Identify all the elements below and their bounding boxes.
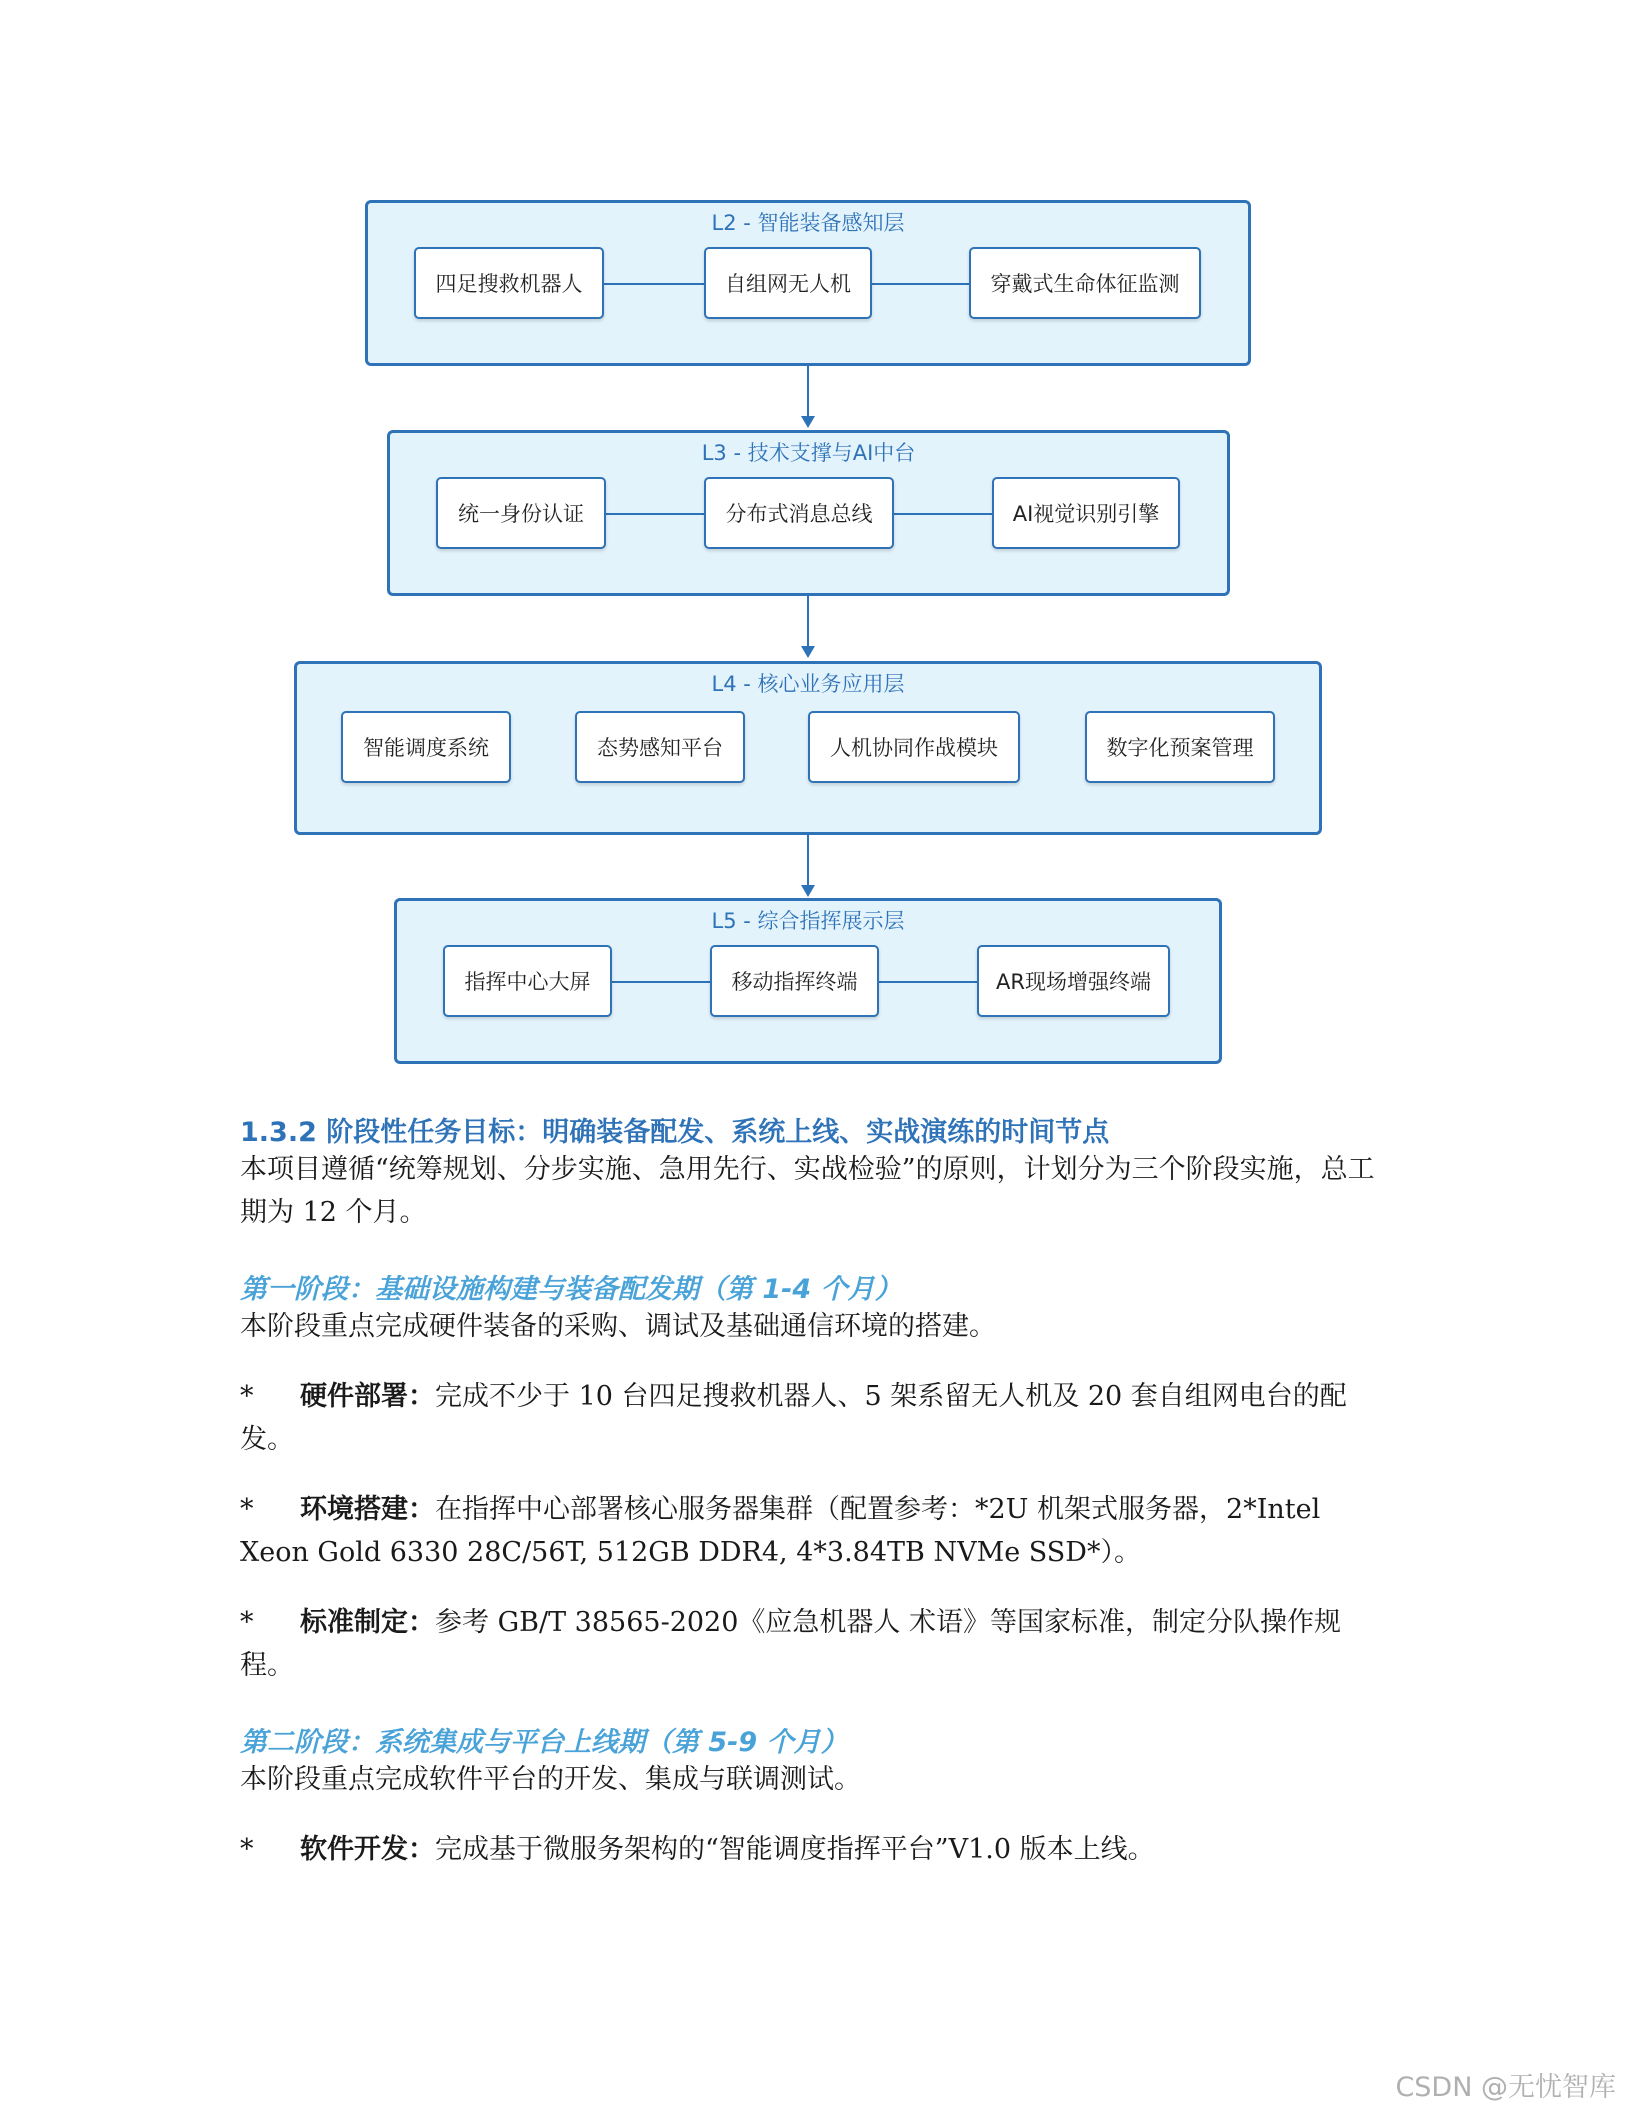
node: 态势感知平台 (575, 711, 745, 783)
node: 数字化预案管理 (1085, 711, 1275, 783)
intro-paragraph: 本项目遵循“统筹规划、分步实施、急用先行、实战检验”的原则，计划分为三个阶段实施，总工期为 12 个月。 (240, 1154, 1375, 1228)
node: AI视觉识别引擎 (992, 477, 1180, 549)
bullet-label: 硬件部署： (300, 1381, 435, 1412)
bullet-label: 环境搭建： (300, 1494, 435, 1525)
bullet-star: * (240, 1607, 254, 1638)
bullet-star: * (240, 1494, 254, 1525)
bullet-text: 完成基于微服务架构的“智能调度指挥平台”V1.0 版本上线。 (435, 1834, 1155, 1865)
section-heading: 1.3.2 阶段性任务目标：明确装备配发、系统上线、实战演练的时间节点 (240, 1117, 1110, 1148)
arrow-head (801, 416, 815, 428)
layer-title: L5 - 综合指挥展示层 (711, 909, 905, 933)
bullet-label: 软件开发： (300, 1834, 435, 1865)
arrow-head (801, 885, 815, 897)
layer-title: L3 - 技术支撑与AI中台 (701, 441, 916, 465)
bullet-text: 在指挥中心部署核心服务器集群（配置参考：*2U 机架式服务器，2*Intel Xeon Gold 6330 28C/56T, 512GB DDR4, 4*3.84TB NVMe SSD*）。 (240, 1494, 1321, 1568)
watermark: CSDN @无忧智库 (1395, 2072, 1616, 2103)
connector (870, 283, 971, 285)
bullet-item (240, 1828, 1390, 1871)
bullet-star: * (240, 1381, 254, 1412)
node: 穿戴式生命体征监测 (969, 247, 1201, 319)
arrow-line (807, 366, 809, 418)
arrow-line (807, 835, 809, 887)
phase2-title: 第二阶段：系统集成与平台上线期（第 5-9 个月） (240, 1727, 848, 1758)
bullet-label: 标准制定： (300, 1607, 435, 1638)
node: 分布式消息总线 (704, 477, 894, 549)
phase2-desc: 本阶段重点完成软件平台的开发、集成与联调测试。 (240, 1764, 861, 1795)
node: 指挥中心大屏 (443, 945, 612, 1017)
phase1-desc: 本阶段重点完成硬件装备的采购、调试及基础通信环境的搭建。 (240, 1311, 996, 1342)
layer-title: L2 - 智能装备感知层 (711, 211, 905, 235)
node: 移动指挥终端 (710, 945, 879, 1017)
connector (602, 283, 707, 285)
bullet-text: 完成不少于 10 台四足搜救机器人、5 架系留无人机及 20 套自组网电台的配发。 (240, 1381, 1347, 1455)
bullet-star: * (240, 1834, 254, 1865)
bullet-item (240, 1488, 1390, 1574)
connector (610, 981, 712, 983)
layer-title: L4 - 核心业务应用层 (711, 672, 905, 696)
node: AR现场增强终端 (977, 945, 1170, 1017)
connector (877, 981, 979, 983)
connector (892, 513, 994, 515)
bullet-item (240, 1601, 1390, 1687)
phase1-title: 第一阶段：基础设施构建与装备配发期（第 1-4 个月） (240, 1274, 902, 1305)
bullet-text: 参考 GB/T 38565-2020《应急机器人 术语》等国家标准，制定分队操作规程。 (240, 1607, 1341, 1681)
node: 智能调度系统 (341, 711, 511, 783)
arrow-line (807, 596, 809, 648)
connector (604, 513, 706, 515)
node: 人机协同作战模块 (808, 711, 1020, 783)
node: 统一身份认证 (436, 477, 606, 549)
arrow-head (801, 646, 815, 658)
node: 自组网无人机 (704, 247, 872, 319)
node: 四足搜救机器人 (414, 247, 604, 319)
bullet-item (240, 1375, 1390, 1461)
